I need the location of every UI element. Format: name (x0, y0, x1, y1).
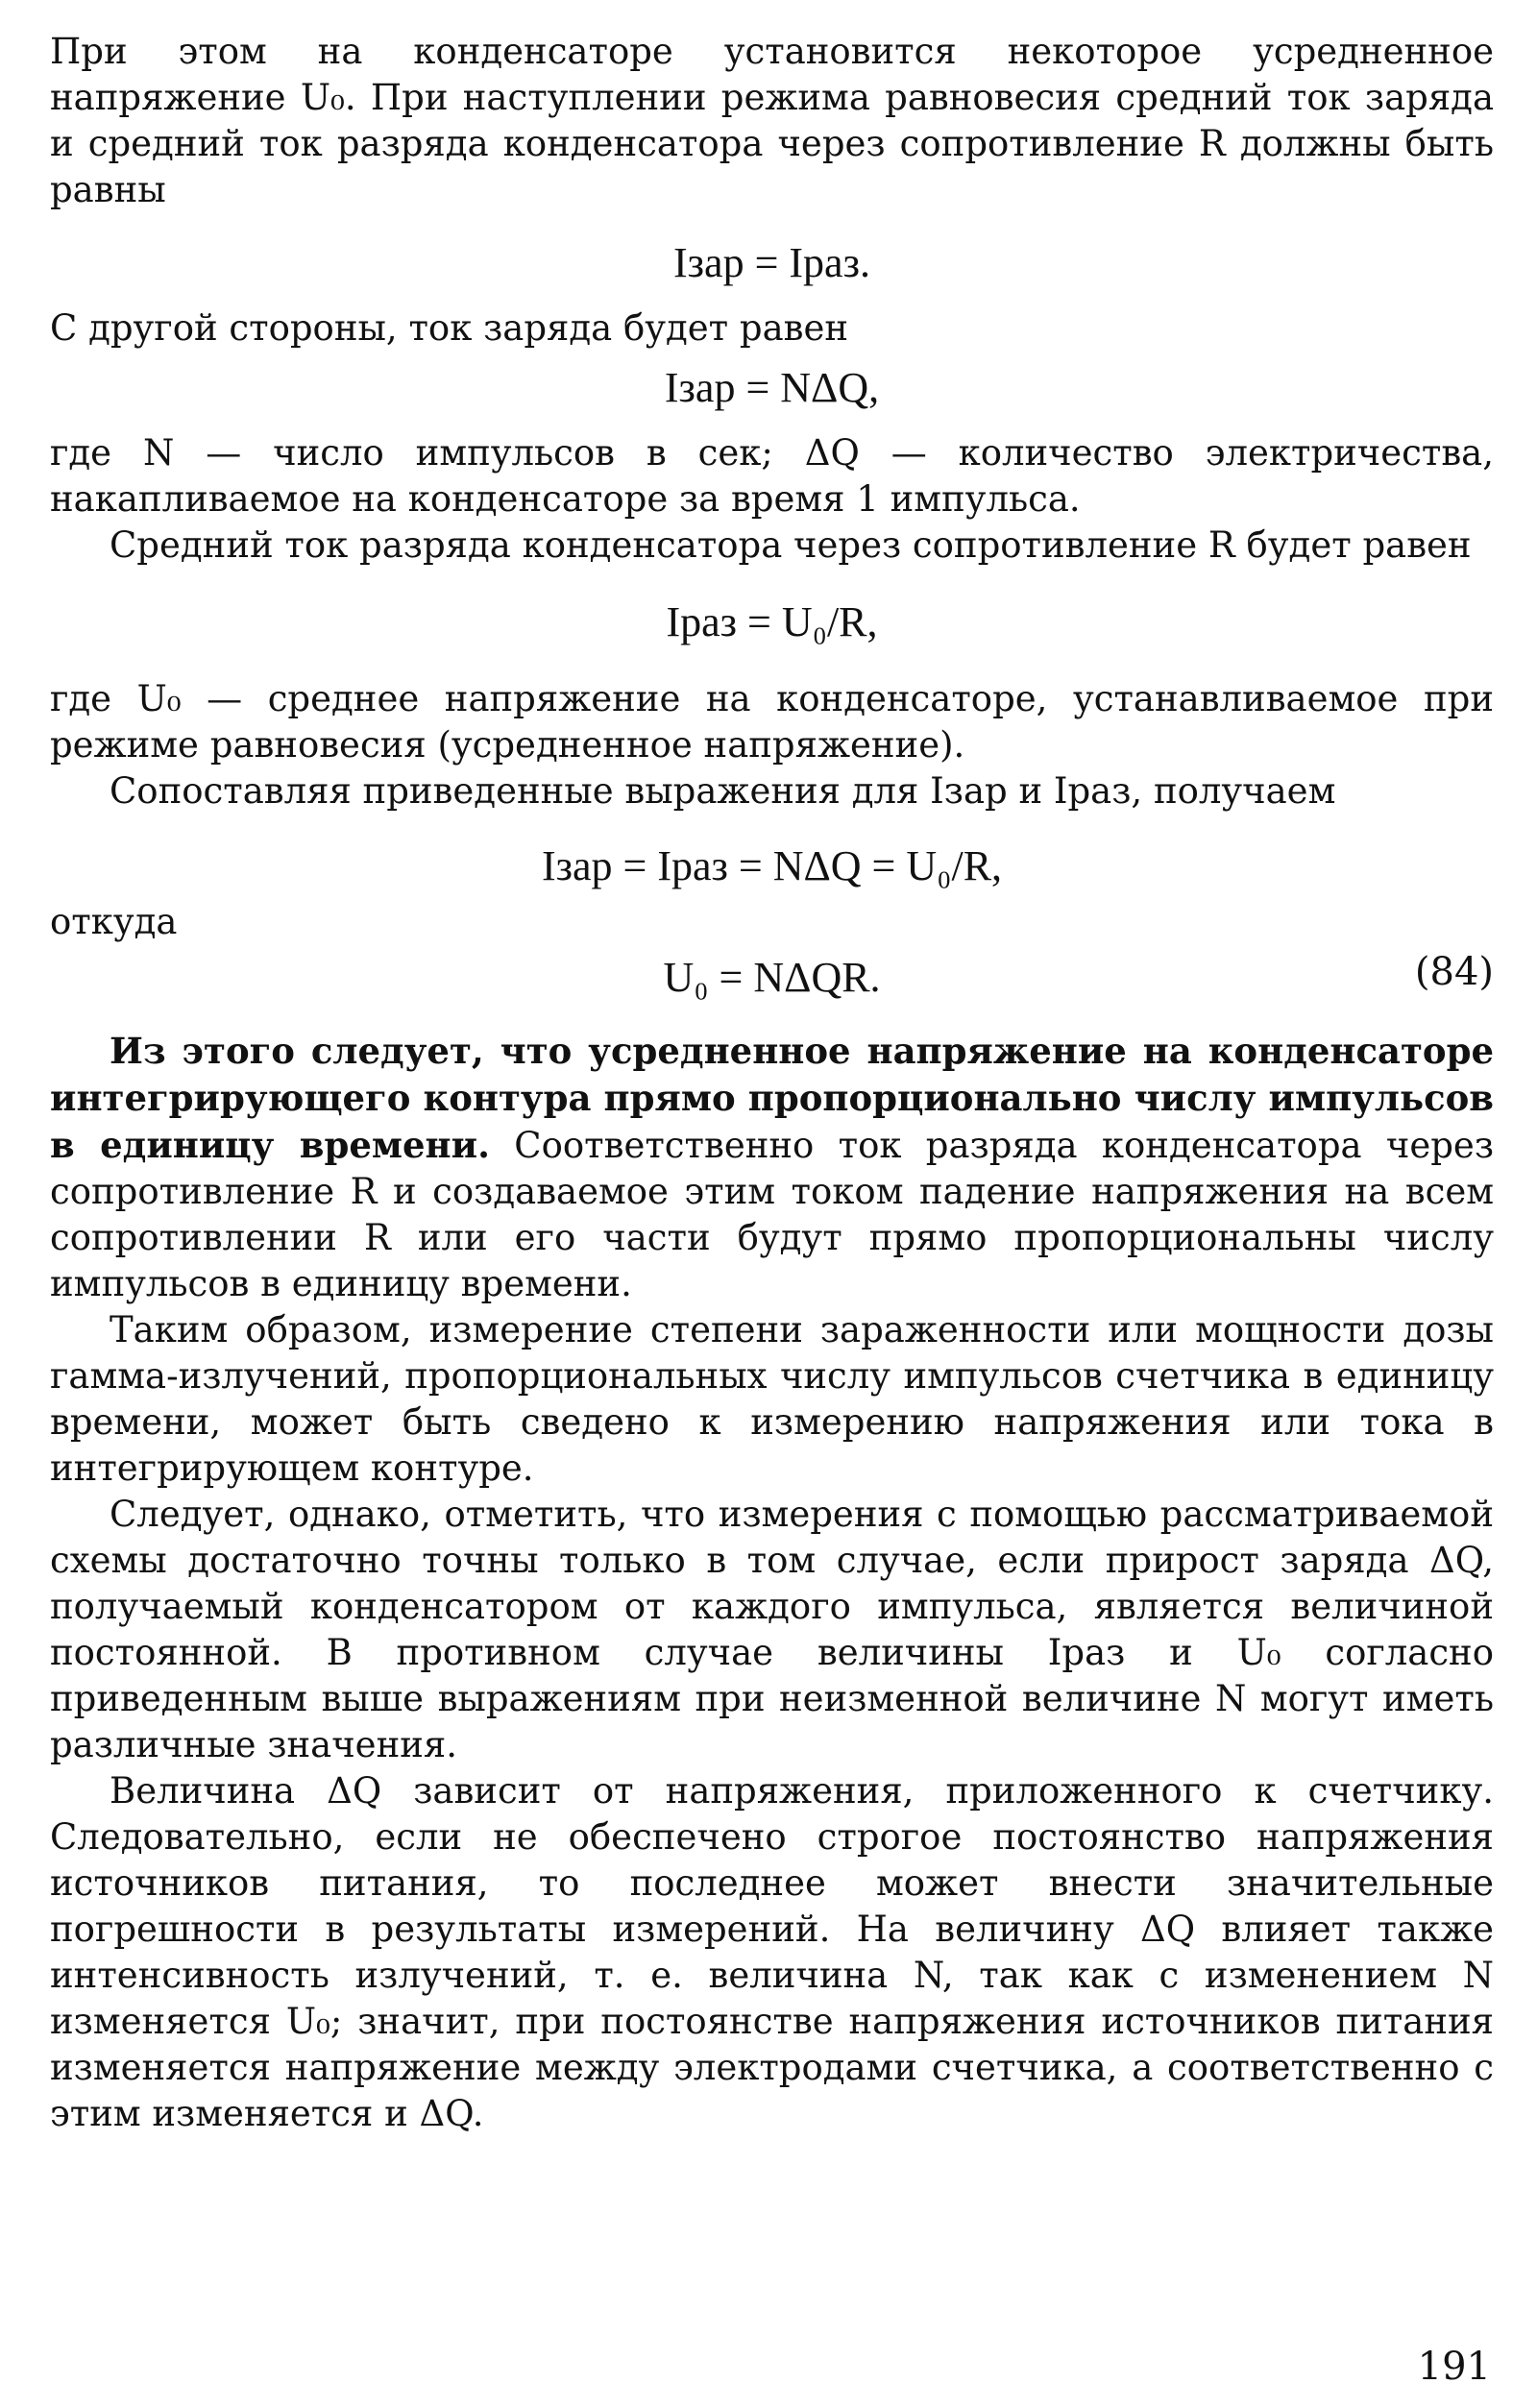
equation-1: Iзар = Iраз. (673, 239, 870, 286)
paragraph-6: Сопоставляя приведенные выражения для Iзар и Iраз, получаем (110, 770, 1336, 812)
paragraph-4: Средний ток разряда конденсатора через сопротивление R будет равен (110, 524, 1472, 566)
paragraph-9: Таким образом, измерение степени зараженности или мощности дозы гамма-излучений, пропорциональных числу импульсов счетчика в единицу времени, может быть сведено к измерению напряжения или тока в интегрирующем контуре. (50, 1309, 1494, 1489)
equation-5: U₀ = NΔQR. (663, 954, 881, 1001)
equation-2: Iзар = NΔQ, (664, 364, 880, 411)
paragraph-10: Следует, однако, отметить, что измерения с помощью рассматриваемой схемы достаточно точны только в том случае, если прирост заряда ΔQ, получаемый конденсатором от каждого импульса, является величиной постоянной. В противном случае величины Iраз и U₀ согласно приведенным выше выражениям при неизменной величине N могут иметь различные значения. (50, 1494, 1494, 1765)
equation-3: Iраз = U₀/R, (666, 598, 878, 645)
paragraph-5: где U₀ — среднее напряжение на конденсаторе, устанавливаемое при режиме равновесия (усредненное напряжение). (50, 678, 1494, 766)
equation-number: (84) (1414, 950, 1494, 994)
paragraph-2: С другой стороны, ток заряда будет равен (50, 307, 849, 349)
paragraph-3: где N — число импульсов в сек; ΔQ — количество электричества, накапливаемое на конденсаторе за время 1 импульса. (50, 432, 1494, 520)
paragraph-7: откуда (50, 901, 178, 942)
equation-5-row (50, 949, 1494, 1007)
paragraph-8-bold: Из этого следует, что усредненное напряжение на конденсаторе интегрирующего контура прямо пропорционально числу импульсов в единицу времени. (50, 1030, 1494, 1166)
paragraph-8-rest: Соответственно ток разряда конденсатора через сопротивление R и создаваемое этим током падение напряжения на всем сопротивлении R или его части будут прямо пропорциональны числу импульсов в единицу времени. (50, 1125, 1495, 1304)
paragraph-8 (50, 1028, 1494, 1307)
paragraph-11: Величина ΔQ зависит от напряжения, приложенного к счетчику. Следовательно, если не обеспечено строгое постоянство напряжения источников питания, то последнее может внести значительные погрешности в результаты измерений. На величину ΔQ влияет также интенсивность излучений, т. е. величина N, так как с изменением N изменяется U₀; значит, при постоянстве напряжения источников питания изменяется напряжение между электродами счетчика, а соответственно с этим изменяется и ΔQ. (50, 1770, 1494, 2134)
paragraph-1: При этом на конденсаторе установится некоторое усредненное напряжение U₀. При наступлении режима равновесия средний ток заряда и средний ток разряда конденсатора через сопротивление R должны быть равны (50, 31, 1494, 210)
equation-4: Iзар = Iраз = NΔQ = U₀/R, (541, 842, 1003, 889)
page-number: 191 (1417, 2345, 1491, 2389)
